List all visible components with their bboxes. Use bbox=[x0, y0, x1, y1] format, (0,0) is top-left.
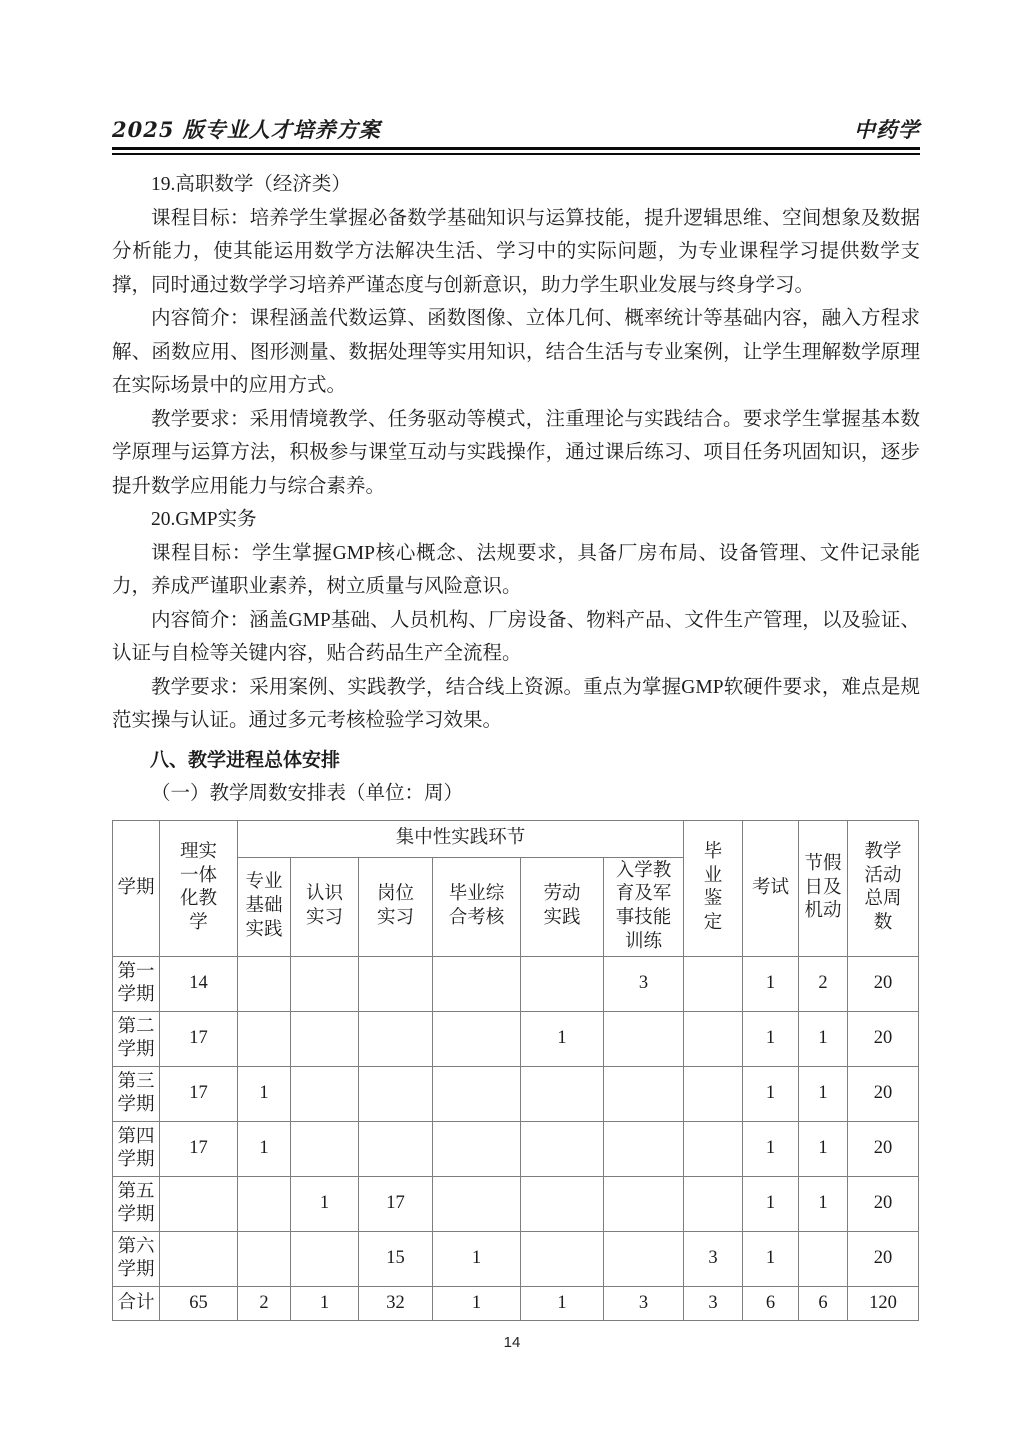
semester-label-cell: 第六学期 bbox=[113, 1232, 160, 1287]
week-value-cell bbox=[521, 1067, 604, 1122]
table-row-semester-2 bbox=[113, 1012, 919, 1067]
week-value-cell: 6 bbox=[799, 1287, 848, 1321]
week-value-cell bbox=[684, 1012, 743, 1067]
week-value-cell: 17 bbox=[359, 1177, 433, 1232]
week-value-cell: 3 bbox=[604, 1287, 684, 1321]
week-value-cell: 3 bbox=[684, 1287, 743, 1321]
document-body bbox=[112, 168, 920, 1321]
week-value-cell bbox=[684, 1122, 743, 1177]
schedule-table-caption: （一）教学周数安排表（单位：周） bbox=[151, 783, 464, 804]
week-value-cell: 20 bbox=[848, 1177, 919, 1232]
course-19-heading: 19.高职数学（经济类） bbox=[151, 174, 351, 195]
semester-label-cell: 第五学期 bbox=[113, 1177, 160, 1232]
week-value-cell: 1 bbox=[743, 957, 799, 1012]
week-value-cell bbox=[160, 1232, 238, 1287]
week-value-cell: 6 bbox=[743, 1287, 799, 1321]
col-header-total-weeks: 教学活动总周数 bbox=[848, 820, 919, 957]
col-header-practice-group: 集中性实践环节 bbox=[238, 820, 684, 857]
week-value-cell bbox=[433, 1122, 521, 1177]
col-header-post-internship: 岗位实习 bbox=[359, 857, 433, 957]
week-value-cell bbox=[604, 1177, 684, 1232]
course-20-objective-paragraph: 课程目标：学生掌握GMP核心概念、法规要求，具备厂房布局、设备管理、文件记录能力，养成严谨职业素养，树立质量与风险意识。 bbox=[112, 542, 920, 597]
header-left-title: 2025 版专业人才培养方案 bbox=[112, 117, 381, 142]
course-19-content-paragraph: 内容简介：课程涵盖代数运算、函数图像、立体几何、概率统计等基础内容，融入方程求解、函数应用、图形测量、数据处理等实用知识，结合生活与专业案例，让学生理解数学原理在实际场景中的应用方式。 bbox=[112, 308, 920, 396]
week-value-cell: 17 bbox=[160, 1067, 238, 1122]
week-value-cell: 1 bbox=[799, 1067, 848, 1122]
table-row-semester-5 bbox=[113, 1177, 919, 1232]
table-row-total bbox=[113, 1287, 919, 1321]
week-value-cell bbox=[604, 1232, 684, 1287]
week-value-cell: 1 bbox=[799, 1012, 848, 1067]
week-value-cell bbox=[433, 1012, 521, 1067]
week-value-cell bbox=[521, 957, 604, 1012]
header-double-rule bbox=[112, 147, 920, 155]
week-value-cell: 1 bbox=[743, 1232, 799, 1287]
week-value-cell: 20 bbox=[848, 957, 919, 1012]
page-header bbox=[112, 114, 920, 155]
week-value-cell bbox=[521, 1177, 604, 1232]
week-value-cell bbox=[291, 1232, 359, 1287]
week-value-cell bbox=[604, 1012, 684, 1067]
week-value-cell bbox=[291, 1067, 359, 1122]
week-value-cell bbox=[238, 1232, 291, 1287]
week-value-cell: 3 bbox=[604, 957, 684, 1012]
col-header-holiday-flexible: 节假日及机动 bbox=[799, 820, 848, 957]
week-value-cell bbox=[238, 957, 291, 1012]
week-value-cell bbox=[433, 1067, 521, 1122]
week-value-cell bbox=[433, 1177, 521, 1232]
week-value-cell bbox=[521, 1232, 604, 1287]
table-row-semester-3 bbox=[113, 1067, 919, 1122]
week-value-cell: 1 bbox=[799, 1177, 848, 1232]
page-number: 14 bbox=[503, 1334, 521, 1351]
semester-label-cell: 第二学期 bbox=[113, 1012, 160, 1067]
week-value-cell: 20 bbox=[848, 1012, 919, 1067]
week-value-cell bbox=[238, 1177, 291, 1232]
course-20-teaching-paragraph: 教学要求：采用案例、实践教学，结合线上资源。重点为掌握GMP软硬件要求，难点是规范实操与认证。通过多元考核检验学习效果。 bbox=[112, 676, 920, 731]
week-value-cell: 3 bbox=[684, 1232, 743, 1287]
week-value-cell: 1 bbox=[743, 1122, 799, 1177]
schedule-section-heading: 八、教学进程总体安排 bbox=[150, 749, 341, 771]
course-section-20 bbox=[112, 503, 920, 738]
week-value-cell: 1 bbox=[799, 1122, 848, 1177]
week-value-cell: 1 bbox=[521, 1287, 604, 1321]
week-value-cell: 17 bbox=[160, 1122, 238, 1177]
week-value-cell: 1 bbox=[291, 1287, 359, 1321]
week-value-cell: 120 bbox=[848, 1287, 919, 1321]
schedule-table-body bbox=[113, 957, 919, 1321]
week-value-cell: 17 bbox=[160, 1012, 238, 1067]
week-value-cell: 15 bbox=[359, 1232, 433, 1287]
week-value-cell: 14 bbox=[160, 957, 238, 1012]
week-value-cell bbox=[604, 1067, 684, 1122]
week-value-cell: 2 bbox=[238, 1287, 291, 1321]
week-value-cell bbox=[521, 1122, 604, 1177]
week-value-cell: 65 bbox=[160, 1287, 238, 1321]
week-value-cell bbox=[684, 1067, 743, 1122]
week-value-cell: 1 bbox=[433, 1232, 521, 1287]
table-row-semester-4 bbox=[113, 1122, 919, 1177]
col-header-cognition-internship: 认识实习 bbox=[291, 857, 359, 957]
course-19-objective-paragraph: 课程目标：培养学生掌握必备数学基础知识与运算技能，提升逻辑思维、空间想象及数据分析能力，使其能运用数学方法解决生活、学习中的实际问题，为专业课程学习提供数学支撑，同时通过数学学习培养严谨态度与创新意识，助力学生职业发展与终身学习。 bbox=[112, 207, 920, 296]
week-value-cell bbox=[359, 1067, 433, 1122]
week-value-cell: 1 bbox=[238, 1067, 291, 1122]
week-value-cell: 1 bbox=[521, 1012, 604, 1067]
header-row bbox=[112, 114, 920, 144]
week-value-cell: 1 bbox=[291, 1177, 359, 1232]
week-value-cell bbox=[238, 1012, 291, 1067]
col-header-exam: 考试 bbox=[743, 820, 799, 957]
teaching-weeks-table bbox=[112, 820, 919, 1322]
week-value-cell bbox=[433, 957, 521, 1012]
course-20-content-paragraph: 内容简介：涵盖GMP基础、人员机构、厂房设备、物料产品、文件生产管理，以及验证、认证与自检等关键内容，贴合药品生产全流程。 bbox=[112, 609, 920, 664]
week-value-cell bbox=[291, 1122, 359, 1177]
course-section-19 bbox=[112, 168, 920, 503]
col-header-semester: 学期 bbox=[113, 820, 160, 957]
week-value-cell: 1 bbox=[743, 1067, 799, 1122]
week-value-cell: 2 bbox=[799, 957, 848, 1012]
week-value-cell bbox=[684, 957, 743, 1012]
week-value-cell bbox=[604, 1122, 684, 1177]
header-right-major: 中药学 bbox=[854, 117, 920, 142]
table-row-semester-6 bbox=[113, 1232, 919, 1287]
week-value-cell: 32 bbox=[359, 1287, 433, 1321]
week-value-cell: 1 bbox=[238, 1122, 291, 1177]
week-value-cell: 20 bbox=[848, 1067, 919, 1122]
col-header-graduation-appraisal: 毕业鉴定 bbox=[684, 820, 743, 957]
week-value-cell bbox=[684, 1177, 743, 1232]
week-value-cell: 20 bbox=[848, 1232, 919, 1287]
col-header-entrance-military-training: 入学教育及军事技能训练 bbox=[604, 857, 684, 957]
col-header-graduation-comprehensive-assessment: 毕业综合考核 bbox=[433, 857, 521, 957]
week-value-cell bbox=[160, 1177, 238, 1232]
week-value-cell: 1 bbox=[743, 1012, 799, 1067]
col-header-professional-basic-practice: 专业基础实践 bbox=[238, 857, 291, 957]
week-value-cell bbox=[291, 957, 359, 1012]
col-header-integrated-teaching: 理实一体化教学 bbox=[160, 820, 238, 957]
week-value-cell: 1 bbox=[433, 1287, 521, 1321]
semester-label-cell: 第三学期 bbox=[113, 1067, 160, 1122]
week-value-cell bbox=[359, 1122, 433, 1177]
table-row-semester-1 bbox=[113, 957, 919, 1012]
week-value-cell: 20 bbox=[848, 1122, 919, 1177]
semester-label-cell: 合计 bbox=[113, 1287, 160, 1321]
week-value-cell: 1 bbox=[743, 1177, 799, 1232]
week-value-cell bbox=[359, 957, 433, 1012]
semester-label-cell: 第四学期 bbox=[113, 1122, 160, 1177]
week-value-cell bbox=[799, 1232, 848, 1287]
week-value-cell bbox=[359, 1012, 433, 1067]
course-19-teaching-paragraph: 教学要求：采用情境教学、任务驱动等模式，注重理论与实践结合。要求学生掌握基本数学原理与运算方法，积极参与课堂互动与实践操作，通过课后练习、项目任务巩固知识，逐步提升数学应用能力与综合素养。 bbox=[112, 408, 920, 497]
course-20-heading: 20.GMP实务 bbox=[151, 509, 257, 530]
semester-label-cell: 第一学期 bbox=[113, 957, 160, 1012]
week-value-cell bbox=[291, 1012, 359, 1067]
col-header-labor-practice: 劳动实践 bbox=[521, 857, 604, 957]
